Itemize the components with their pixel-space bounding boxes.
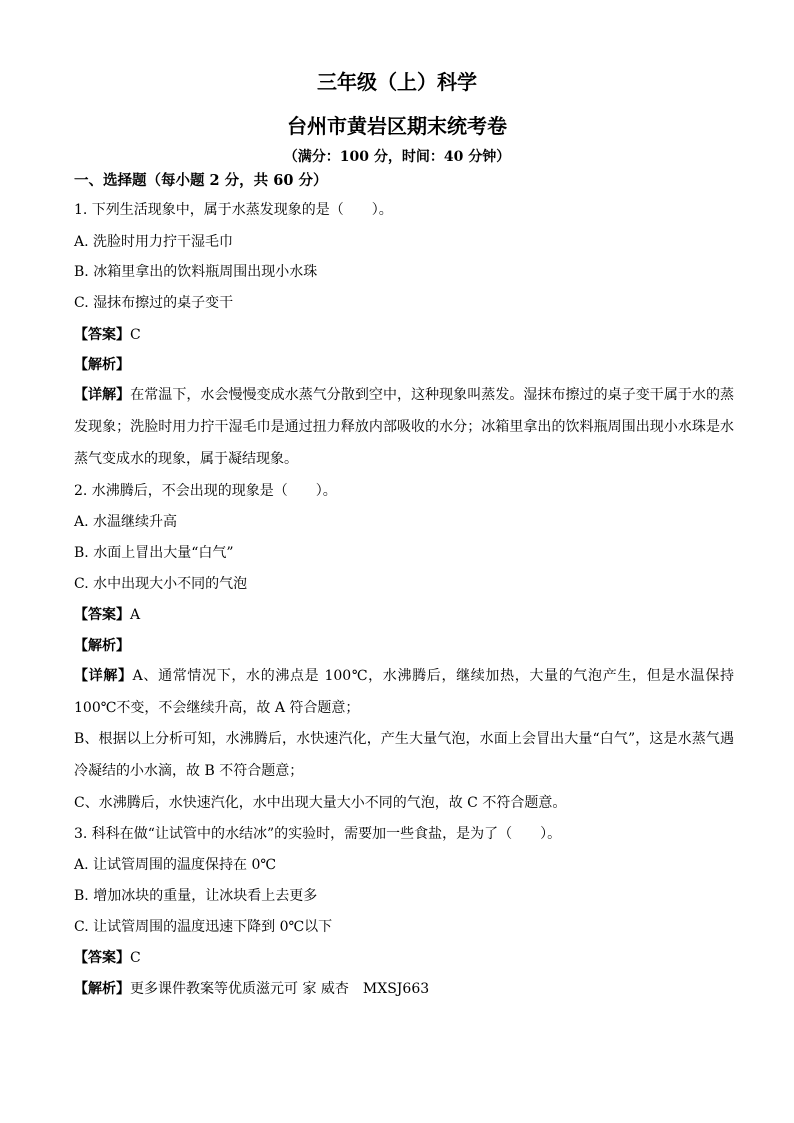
detail-tag: 【详解】 xyxy=(74,387,131,403)
answer-tag: 【答案】 xyxy=(74,607,130,623)
question-2-answer xyxy=(74,606,734,624)
question-1-detail xyxy=(74,379,734,475)
analysis-code: MXSJ663 xyxy=(362,981,430,997)
question-2-detail-b: B、根据以上分析可知，水沸腾后，水快速汽化，产生大量气泡，水面上会冒出大量“白气”，这是水蒸气遇冷凝结的小水滴，故 B 不符合题意； xyxy=(74,731,734,779)
answer-value: C xyxy=(130,950,141,966)
question-1-option-c: C. 湿抹布擦过的桌子变干 xyxy=(74,295,234,311)
question-1-analysis-tag xyxy=(74,356,734,374)
exam-title: 台州市黄岩区期末统考卷 xyxy=(287,114,507,138)
question-1-answer xyxy=(74,326,734,344)
answer-tag: 【答案】 xyxy=(74,950,130,966)
question-3-analysis xyxy=(74,980,734,998)
question-2-option-c: C. 水中出现大小不同的气泡 xyxy=(74,576,248,592)
question-3-stem: 3. 科科在做“让试管中的水结冰”的实验时，需要加一些食盐，是为了（ ）。 xyxy=(74,826,562,842)
question-3-option-a: A. 让试管周围的温度保持在 0℃ xyxy=(74,857,277,873)
question-3-option-b: B. 增加冰块的重量，让冰块看上去更多 xyxy=(74,888,318,904)
section-heading: 一、选择题（每小题 2 分，共 60 分） xyxy=(74,172,328,189)
question-1-option-b: B. 冰箱里拿出的饮料瓶周围出现小水珠 xyxy=(74,264,318,280)
question-2-analysis-tag xyxy=(74,637,734,655)
detail-tag: 【详解】 xyxy=(74,668,133,684)
detail-text: A、通常情况下，水的沸点是 100℃，水沸腾后，继续加热，大量的气泡产生，但是水温保持 100℃不变，不会继续升高，故 A 符合题意； xyxy=(74,668,734,716)
page-title: 三年级（上）科学 xyxy=(317,70,477,94)
question-1-stem: 1. 下列生活现象中，属于水蒸发现象的是（ ）。 xyxy=(74,202,393,218)
answer-value: A xyxy=(130,607,141,623)
analysis-text: 更多课件教案等优质滋元可 家 威杏 xyxy=(130,981,349,997)
answer-tag: 【答案】 xyxy=(74,327,130,343)
question-2-option-b: B. 水面上冒出大量“白气” xyxy=(74,545,234,561)
question-2-detail-c: C、水沸腾后，水快速汽化，水中出现大量大小不同的气泡，故 C 不符合题意。 xyxy=(74,795,567,811)
answer-value: C xyxy=(130,327,141,343)
question-2-detail-a xyxy=(74,660,734,724)
exam-info: （满分：100 分，时间：40 分钟） xyxy=(283,149,511,165)
analysis-tag: 【解析】 xyxy=(74,981,130,997)
question-1-option-a: A. 洗脸时用力拧干湿毛巾 xyxy=(74,234,234,250)
question-2-option-a: A. 水温继续升高 xyxy=(74,514,178,530)
question-2-stem: 2. 水沸腾后，不会出现的现象是（ ）。 xyxy=(74,483,337,499)
detail-text: 在常温下，水会慢慢变成水蒸气分散到空中，这种现象叫蒸发。湿抹布擦过的桌子变干属于水的蒸发现象；洗脸时用力拧干湿毛巾是通过扭力释放内部吸收的水分；冰箱里拿出的饮料瓶周围出现小水珠是水蒸气变成水的现象，属于凝结现象。 xyxy=(74,387,735,467)
analysis-tag: 【解析】 xyxy=(74,357,130,373)
question-3-answer xyxy=(74,949,734,967)
question-3-option-c: C. 让试管周围的温度迅速下降到 0℃以下 xyxy=(74,919,333,935)
analysis-tag: 【解析】 xyxy=(74,638,130,654)
